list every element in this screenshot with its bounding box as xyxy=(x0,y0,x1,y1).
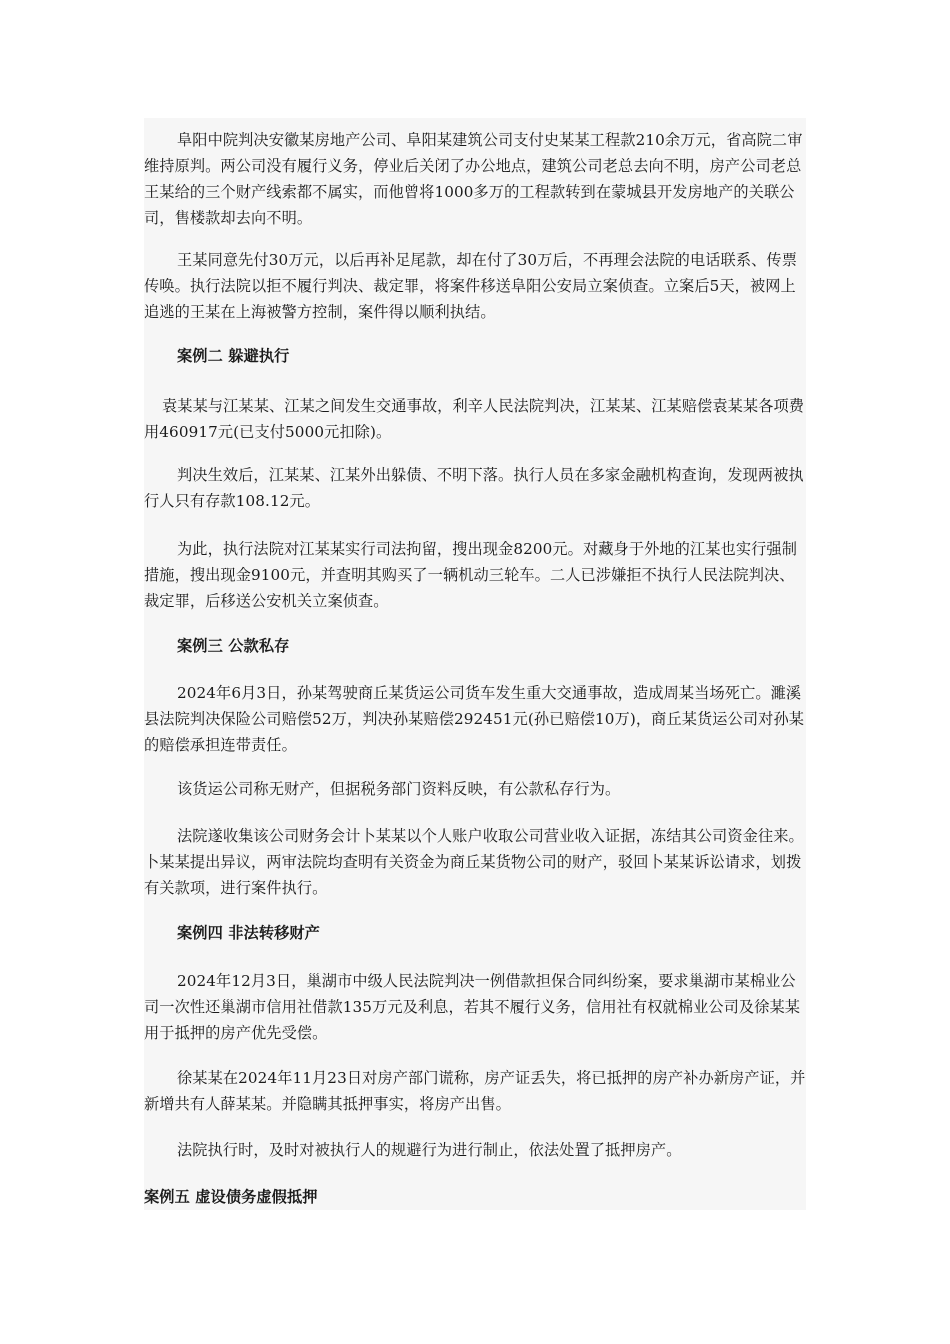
heading-case-3: 案例三 公款私存 xyxy=(177,637,290,655)
paragraph-case4-disposal: 法院执行时，及时对被执行人的规避行为进行制止，依法处置了抵押房产。 xyxy=(177,1141,682,1159)
paragraph-case4-transfer: 徐某某在2024年11月23日对房产部门谎称，房产证丢失，将已抵押的房产补办新房产证，并新增共有人薛某某。并隐瞒其抵押事实，将房产出售。 xyxy=(144,1069,806,1113)
heading-case-2: 案例二 躲避执行 xyxy=(177,347,290,365)
paragraph-case1-execution: 王某同意先付30万元，以后再补足尾款，却在付了30万后，不再理会法院的电话联系、传票传唤。执行法院以拒不履行判决、裁定罪，将案件移送阜阳公安局立案侦查。立案后5天，被网上追逃的王某在上海被警方控制，案件得以顺利执结。 xyxy=(144,251,797,321)
paragraph-case1-judgment: 阜阳中院判决安徽某房地产公司、阜阳某建筑公司支付史某某工程款210余万元，省高院二审维持原判。两公司没有履行义务，停业后关闭了办公地点，建筑公司老总去向不明，房产公司老总王某给的三个财产线索都不属实，而他曾将1000多万的工程款转到在蒙城县开发房地产的关联公司，售楼款却去向不明。 xyxy=(144,131,803,227)
paragraph-case3-enforcement: 法院遂收集该公司财务会计卜某某以个人账户收取公司营业收入证据，冻结其公司资金往来。卜某某提出异议，两审法院均查明有关资金为商丘某货物公司的财产，驳回卜某某诉讼请求，划拨有关款项，进行案件执行。 xyxy=(144,827,804,897)
paragraph-case3-accident: 2024年6月3日，孙某驾驶商丘某货运公司货车发生重大交通事故，造成周某当场死亡。濉溪县法院判决保险公司赔偿52万，判决孙某赔偿292451元(孙已赔偿10万)，商丘某货运公司对孙某的赔偿承担连带责任。 xyxy=(144,684,805,754)
paragraph-case2-judgment: 袁某某与江某某、江某之间发生交通事故，利辛人民法院判决，江某某、江某赔偿袁某某各项费用460917元(已支付5000元扣除)。 xyxy=(144,397,805,441)
paragraph-case2-detention: 为此，执行法院对江某某实行司法拘留，搜出现金8200元。对藏身于外地的江某也实行强制措施，搜出现金9100元，并查明其购买了一辆机动三轮车。二人已涉嫌拒不执行人民法院判决、裁定罪，后移送公安机关立案侦查。 xyxy=(144,540,797,610)
heading-case-4: 案例四 非法转移财产 xyxy=(177,924,320,942)
heading-case-5: 案例五 虚设债务虚假抵押 xyxy=(144,1188,318,1206)
paragraph-case3-private-deposit: 该货运公司称无财产，但据税务部门资料反映，有公款私存行为。 xyxy=(177,780,621,798)
paragraph-case4-judgment: 2024年12月3日，巢湖市中级人民法院判决一例借款担保合同纠纷案，要求巢湖市某棉业公司一次性还巢湖市信用社借款135万元及利息，若其不履行义务，信用社有权就棉业公司及徐某某用于抵押的房产优先受偿。 xyxy=(144,972,801,1042)
paragraph-case2-evasion: 判决生效后，江某某、江某外出躲债、不明下落。执行人员在多家金融机构查询，发现两被执行人只有存款108.12元。 xyxy=(144,466,804,510)
